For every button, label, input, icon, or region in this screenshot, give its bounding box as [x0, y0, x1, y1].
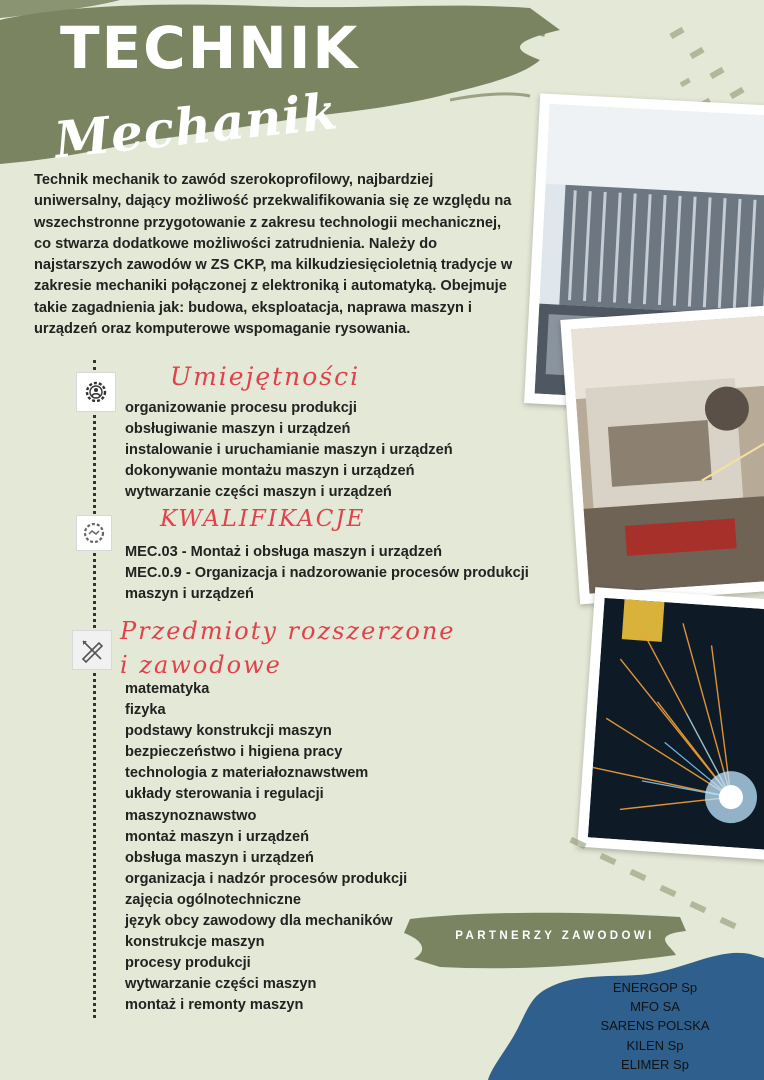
- timeline-dotted-line: [93, 360, 96, 1018]
- subjects-title: Przedmioty rozszerzone i zawodowe: [120, 617, 456, 679]
- qualifications-title: KWALIFIKACJE: [160, 506, 366, 532]
- list-item: dokonywanie montażu maszyn i urządzeń: [125, 463, 415, 480]
- list-item: obsługiwanie maszyn i urządzeń: [125, 421, 351, 438]
- list-item: organizacja i nadzór procesów produkcji: [125, 870, 408, 887]
- partners-list: [570, 978, 740, 1074]
- list-item: montaż maszyn i urządzeń: [125, 828, 310, 845]
- skills-list: [125, 398, 505, 503]
- list-item: ELIMER Sp: [621, 1056, 689, 1072]
- list-item: konstrukcje maszyn: [125, 934, 265, 951]
- skills-title: Umiejętności: [170, 362, 361, 391]
- list-item: maszynoznawstwo: [125, 807, 257, 824]
- list-item: język obcy zawodowy dla mechaników: [125, 913, 393, 930]
- pencil-ruler-icon: [72, 630, 112, 670]
- list-item: zajęcia ogólnotechniczne: [125, 891, 301, 908]
- list-item: SARENS POLSKA: [600, 1018, 710, 1034]
- list-item: MFO SA: [630, 999, 680, 1015]
- list-item: podstawy konstrukcji maszyn: [125, 723, 332, 740]
- page-title: TECHNIK: [60, 14, 360, 82]
- page-subtitle: Mechanik: [51, 81, 341, 170]
- list-item: KILEN Sp: [626, 1037, 684, 1053]
- list-item: procesy produkcji: [125, 955, 251, 972]
- photo-machine-shop: [560, 305, 764, 605]
- list-item: wytwarzanie części maszyn: [125, 976, 317, 993]
- intro-paragraph: Technik mechanik to zawód szerokoprofilowy, najbardziej uniwersalny, dający możliwość przekwalifikowania się ze względu na wszechstronne przygotowanie z zakresu technologii mechanicznej, co stwarza dodatkowe możliwości zatrudnienia. Należy do najstarszych zawodów w ZS CKP, ma kilkudziesięcioletnią tradycje w zakresie mechaniki połączonej z elektroniką i automatyką. Obejmuje takie zagadnienia jak: budowa, eksploatacja, naprawa maszyn i urządzeń oraz komputerowe wspomaganie rysowania.: [34, 172, 513, 338]
- list-item: wytwarzanie części maszyn i urządzeń: [125, 484, 392, 501]
- photo-welding-sparks: [577, 587, 764, 861]
- gear-people-icon: [76, 372, 116, 412]
- gear-handshake-icon: [76, 515, 112, 551]
- partners-title: PARTNERZY ZAWODOWI: [455, 930, 655, 942]
- list-item: fizyka: [125, 702, 166, 719]
- list-item: MEC.0.9 - Organizacja i nadzorowanie procesów produkcji maszyn i urządzeń: [125, 565, 529, 603]
- list-item: technologia z materiałoznawstwem: [125, 765, 369, 782]
- qualifications-list: [125, 542, 555, 605]
- list-item: układy sterowania i regulacji: [125, 786, 324, 803]
- list-item: ENERGOP Sp: [612, 980, 698, 995]
- list-item: organizowanie procesu produkcji: [125, 400, 357, 416]
- subjects-list: [125, 679, 445, 1017]
- list-item: obsługa maszyn i urządzeń: [125, 849, 314, 866]
- list-item: bezpieczeństwo i higiena pracy: [125, 744, 343, 761]
- list-item: instalowanie i uruchamianie maszyn i urządzeń: [125, 442, 453, 459]
- list-item: montaż i remonty maszyn: [125, 997, 304, 1014]
- list-item: matematyka: [125, 681, 210, 697]
- list-item: MEC.03 - Montaż i obsługa maszyn i urządzeń: [125, 544, 443, 560]
